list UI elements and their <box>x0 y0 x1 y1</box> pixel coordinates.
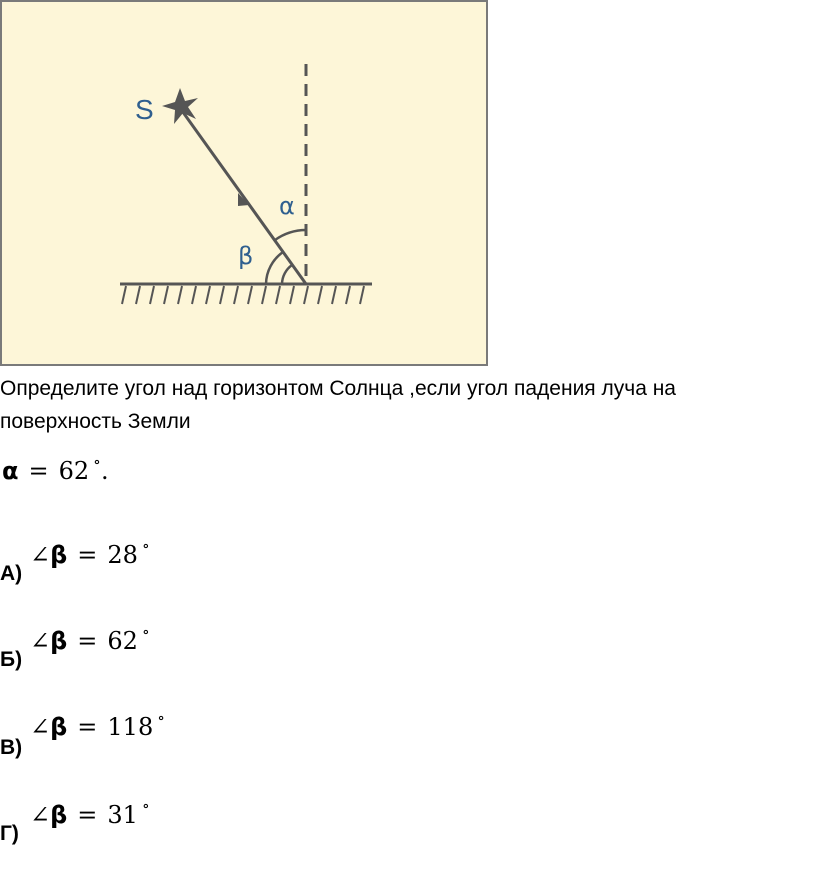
option-a-symbol: β <box>50 541 68 569</box>
given-value: 62 <box>58 457 90 485</box>
option-v-value: 118 <box>107 713 154 741</box>
beta-arc-inner <box>282 265 292 284</box>
option-g-equation[interactable] <box>30 796 150 829</box>
incidence-diagram <box>2 2 490 368</box>
alpha-label: α <box>279 192 295 220</box>
option-g-value: 31 <box>107 801 138 829</box>
source-label: S <box>135 94 154 125</box>
option-b-eq: = <box>77 627 98 655</box>
sun-star-icon <box>162 88 198 124</box>
option-v-label[interactable]: В) <box>0 736 23 759</box>
beta-label: β <box>238 242 254 270</box>
option-a-label[interactable]: А) <box>0 562 23 585</box>
option-a-angle-sign: ∠ <box>30 541 51 569</box>
option-v-eq: = <box>77 713 98 741</box>
option-a-value: 28 <box>107 541 138 569</box>
option-g-degree: ∘ <box>141 796 150 815</box>
alpha-arc <box>275 230 306 240</box>
given-equation <box>2 452 109 485</box>
option-b-degree: ∘ <box>141 622 150 641</box>
diagram-panel <box>0 0 488 366</box>
option-g-label[interactable]: Г) <box>0 822 19 845</box>
option-b-symbol: β <box>50 627 68 655</box>
given-symbol: α <box>2 457 19 485</box>
question-text: Определите угол над горизонтом Солнца ,если угол падения луча на поверхность Земли <box>0 377 676 433</box>
ground-hatching <box>122 286 364 304</box>
given-eq: = <box>28 457 49 485</box>
beta-arc-outer <box>266 252 283 284</box>
option-v-degree: ∘ <box>157 708 166 727</box>
option-b-label[interactable]: Б) <box>0 648 23 671</box>
option-v-symbol: β <box>50 713 68 741</box>
option-a-eq: = <box>77 541 98 569</box>
option-g-angle-sign: ∠ <box>30 801 51 829</box>
given-degree: ∘ <box>93 452 101 471</box>
option-a-degree: ∘ <box>141 536 150 555</box>
option-v-angle-sign: ∠ <box>30 713 51 741</box>
given-period: . <box>101 457 109 485</box>
option-b-equation[interactable] <box>30 622 150 655</box>
option-b-angle-sign: ∠ <box>30 627 51 655</box>
option-v-equation[interactable] <box>30 708 165 741</box>
option-a-equation[interactable] <box>30 536 150 569</box>
option-b-value: 62 <box>107 627 138 655</box>
option-g-symbol: β <box>50 801 68 829</box>
option-g-eq: = <box>77 801 98 829</box>
